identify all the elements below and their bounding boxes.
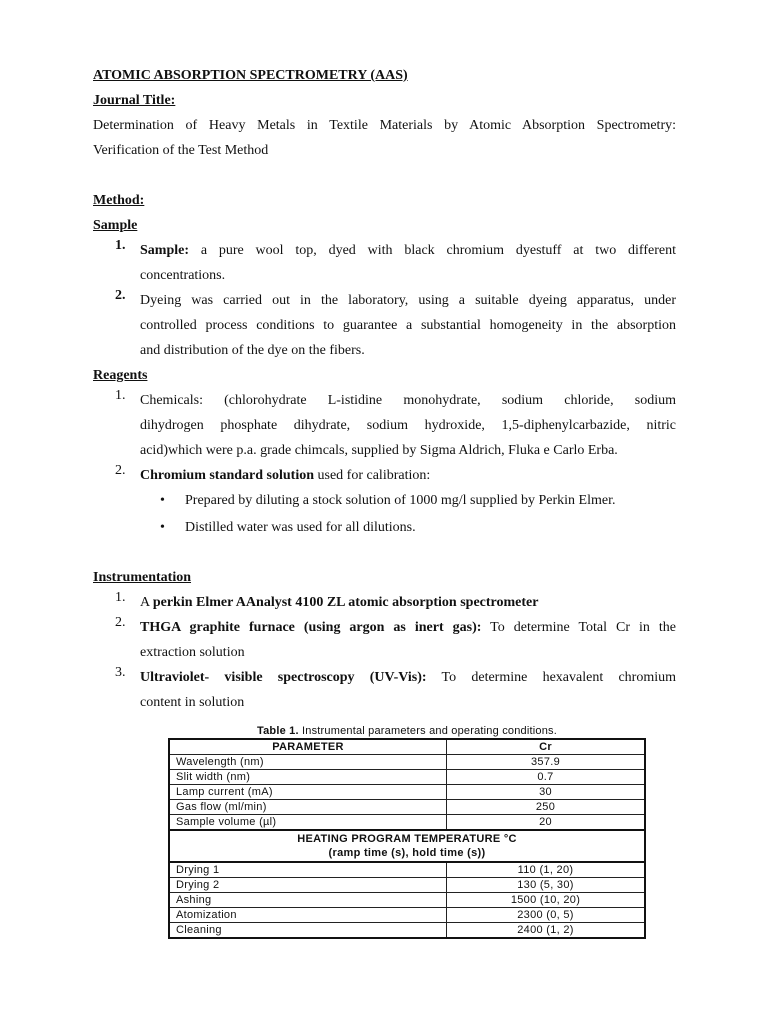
instrument-item-text: To determine hexavalent chromium — [426, 670, 676, 685]
instrument-item-bold: Ultraviolet- visible spectroscopy (UV-Vis): — [140, 670, 427, 685]
instrument-item-text: extraction solution — [140, 645, 245, 660]
sample-item-text: concentrations. — [140, 268, 226, 283]
step-cell: Drying 1 — [169, 862, 447, 878]
document-page — [93, 63, 676, 715]
journal-title-line-1: Determination of Heavy Metals in Textile Materials by Atomic Absorption Spectrometry: — [93, 118, 676, 133]
reagent-item-text: Chemicals: (chlorohydrate L-istidine monohydrate, sodium chloride, sodium — [140, 393, 676, 408]
journal-title-label: Journal Title: — [93, 93, 176, 108]
instrument-item-text: content in solution — [140, 695, 245, 710]
reagent-bullet-1 — [93, 488, 676, 513]
reagent-item-2 — [93, 463, 676, 488]
table-row — [169, 878, 645, 893]
step-cell: Drying 2 — [169, 878, 447, 893]
list-number: 2. — [115, 615, 126, 630]
table-row — [169, 908, 645, 923]
value-cell: 20 — [447, 815, 646, 831]
instrument-item-bold: THGA graphite furnace (using argon as inert gas): — [140, 620, 482, 635]
table-caption — [168, 725, 646, 737]
table-caption-label: Table 1. — [256, 725, 299, 737]
list-number: 1. — [115, 238, 126, 253]
list-number: 1. — [115, 590, 126, 605]
parameter-cell: Sample volume (µl) — [169, 815, 447, 831]
instrument-item-2 — [93, 615, 676, 665]
step-cell: Ashing — [169, 893, 447, 908]
journal-title-line-2: Verification of the Test Method — [93, 143, 269, 158]
table-row — [169, 800, 645, 815]
bullet-icon: • — [160, 520, 165, 535]
parameter-cell: Wavelength (nm) — [169, 755, 447, 770]
instrument-item-3 — [93, 665, 676, 715]
parameter-cell: Gas flow (ml/min) — [169, 800, 447, 815]
list-number: 1. — [115, 388, 126, 403]
list-number: 2. — [115, 463, 126, 478]
sample-item-text: controlled process conditions to guarantee a substantial homogeneity in the absorption — [140, 318, 676, 333]
bullet-icon: • — [160, 493, 165, 508]
value-cell: 130 (5, 30) — [447, 878, 646, 893]
parameter-cell: Slit width (nm) — [169, 770, 447, 785]
sample-item-text: a pure wool top, dyed with black chromium dyestuff at two different — [189, 243, 676, 258]
table-row — [169, 785, 645, 800]
table-row — [169, 862, 645, 878]
bullet-text: Distilled water was used for all dilutions. — [185, 520, 416, 535]
bullet-text: Prepared by diluting a stock solution of 1000 mg/l supplied by Perkin Elmer. — [185, 493, 616, 508]
instrument-item-bold: perkin Elmer AAnalyst 4100 ZL atomic absorption spectrometer — [152, 595, 539, 610]
value-cell: 250 — [447, 800, 646, 815]
reagents-label: Reagents — [93, 368, 148, 383]
sample-item-2 — [93, 288, 676, 363]
heating-program-header — [169, 830, 645, 862]
list-number: 3. — [115, 665, 126, 680]
step-cell: Cleaning — [169, 923, 447, 939]
table-row — [169, 755, 645, 770]
reagent-item-1 — [93, 388, 676, 463]
table-row — [169, 923, 645, 939]
sample-item-text: and distribution of the dye on the fibers. — [140, 343, 365, 358]
reagent-item-text: used for calibration: — [314, 468, 431, 483]
method-label: Method: — [93, 193, 145, 208]
value-cell: 2400 (1, 2) — [447, 923, 646, 939]
document-heading: ATOMIC ABSORPTION SPECTROMETRY (AAS) — [93, 68, 408, 83]
sample-item-1 — [93, 238, 676, 288]
reagent-item-bold: Chromium standard solution — [140, 468, 315, 483]
value-cell: 357.9 — [447, 755, 646, 770]
sample-label: Sample — [93, 218, 138, 233]
heating-program-title: HEATING PROGRAM TEMPERATURE °C — [297, 833, 517, 845]
table-section-header-row — [169, 830, 645, 862]
column-header-parameter: PARAMETER — [169, 739, 447, 755]
value-cell: 110 (1, 20) — [447, 862, 646, 878]
value-cell: 0.7 — [447, 770, 646, 785]
value-cell: 2300 (0, 5) — [447, 908, 646, 923]
table-row — [169, 815, 645, 831]
table-header-row — [169, 739, 645, 755]
sample-item-bold: Sample: — [140, 243, 189, 258]
instrument-parameters-table — [168, 738, 646, 939]
reagent-bullet-2 — [93, 515, 676, 540]
instrument-item-1 — [93, 590, 676, 615]
instrumentation-label: Instrumentation — [93, 570, 192, 585]
step-cell: Atomization — [169, 908, 447, 923]
column-header-cr: Cr — [447, 739, 646, 755]
list-number: 2. — [115, 288, 126, 303]
value-cell: 30 — [447, 785, 646, 800]
table-row — [169, 770, 645, 785]
reagent-item-text: dihydrogen phosphate dihydrate, sodium hydroxide, 1,5-diphenylcarbazide, nitric — [140, 418, 676, 433]
sample-item-text: Dyeing was carried out in the laboratory, using a suitable dyeing apparatus, under — [140, 293, 676, 308]
table-row — [169, 893, 645, 908]
parameter-cell: Lamp current (mA) — [169, 785, 447, 800]
reagent-item-text: acid)which were p.a. grade chimcals, supplied by Sigma Aldrich, Fluka e Carlo Erba. — [140, 443, 618, 458]
value-cell: 1500 (10, 20) — [447, 893, 646, 908]
instrument-item-text: A — [140, 595, 153, 610]
instrument-item-text: To determine Total Cr in the — [481, 620, 676, 635]
table-caption-text: Instrumental parameters and operating conditions. — [298, 725, 557, 737]
heating-program-subtitle: (ramp time (s), hold time (s)) — [328, 847, 486, 859]
